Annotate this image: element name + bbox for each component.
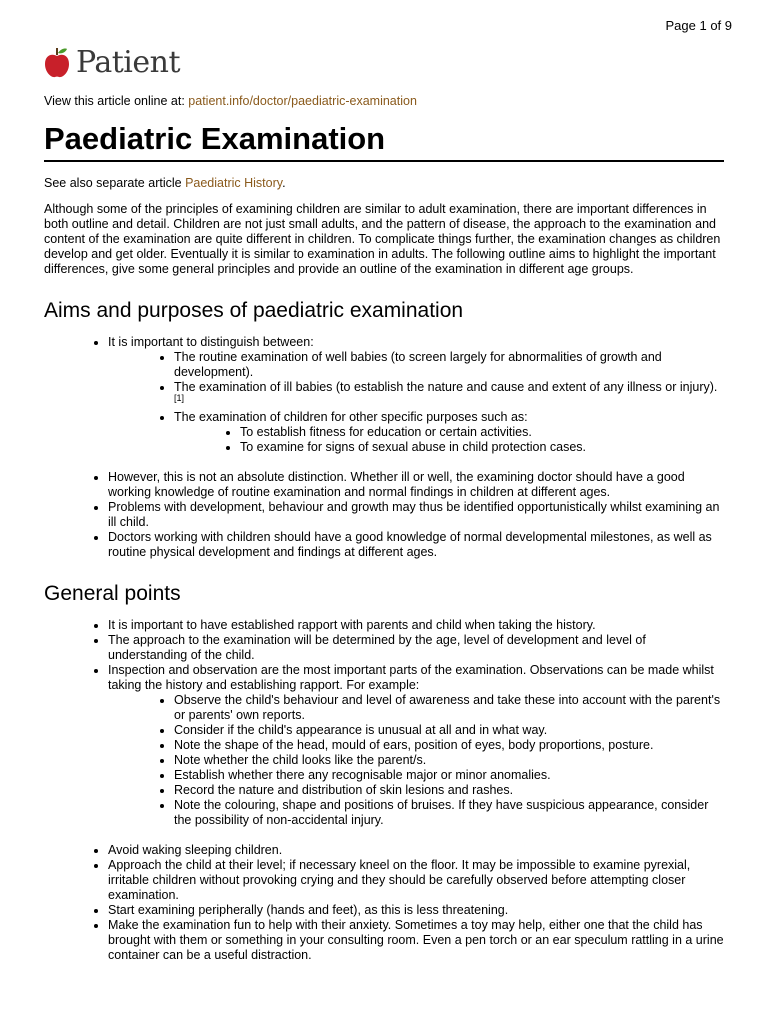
list-item: • Note the colouring, shape and positions of bruises. If they have suspicious appearance, consider the possibility of non-accidental injury. <box>174 798 726 828</box>
see-also <box>44 176 726 191</box>
list-item <box>108 335 726 470</box>
online-prefix: View this article online at: <box>44 94 189 108</box>
article-content <box>44 176 726 963</box>
list-item: • Approach the child at their level; if necessary kneel on the floor. It may be impossible to examine pyrexial, irritable children without provoking crying and they should be carefully observed before attempting closer examination. <box>108 858 726 903</box>
list-item-text: Inspection and observation are the most important parts of the examination. Observations can be made whilst taking the history and establishing rapport. For example: <box>108 663 714 692</box>
list-item-text: The examination of children for other specific purposes such as: <box>174 410 528 424</box>
aims-heading: Aims and purposes of paediatric examination <box>44 299 464 322</box>
general-sublist <box>108 693 726 828</box>
page-title: Paediatric Examination <box>44 121 386 156</box>
list-item: • However, this is not an absolute distinction. Whether ill or well, the examining doctor should have a good working knowledge of routine examination and normal findings in children at different ages. <box>108 470 726 500</box>
list-item: • Problems with development, behaviour and growth may thus be identified opportunistically whilst examining an ill child. <box>108 500 726 530</box>
apple-icon <box>44 45 70 79</box>
list-item <box>108 663 726 843</box>
aims-subsublist <box>174 425 726 455</box>
aims-sublist <box>108 350 726 455</box>
see-also-prefix: See also separate article <box>44 176 186 190</box>
list-item: • It is important to have established rapport with parents and child when taking the history. <box>108 618 726 633</box>
list-item: • The approach to the examination will be determined by the age, level of development and level of understanding of the child. <box>108 633 726 663</box>
general-list <box>44 618 726 963</box>
reference-link[interactable]: [1] <box>174 392 185 403</box>
list-item: • Make the examination fun to help with their anxiety. Sometimes a toy may help, either one that the child has brought with them or something in your consulting room. Even a pen torch or an ear speculum rattling in a urine container can be a useful distraction. <box>108 918 726 963</box>
see-also-suffix: . <box>282 176 286 190</box>
patient-logo[interactable] <box>44 42 180 82</box>
general-heading: General points <box>44 582 181 605</box>
list-item: • The routine examination of well babies (to screen largely for abnormalities of growth and development). <box>174 350 726 380</box>
list-item: • Start examining peripherally (hands and feet), as this is less threatening. <box>108 903 726 918</box>
title-block <box>44 120 724 162</box>
list-item: • Note the shape of the head, mould of ears, position of eyes, body proportions, posture. <box>174 738 726 753</box>
list-item <box>174 380 726 410</box>
list-item: • Consider if the child's appearance is unusual at all and in what way. <box>174 723 726 738</box>
list-item: • Note whether the child looks like the parent/s. <box>174 753 726 768</box>
list-item: • Record the nature and distribution of skin lesions and rashes. <box>174 783 726 798</box>
aims-list <box>44 335 726 560</box>
list-item: • Observe the child's behaviour and level of awareness and take these into account with the parent's or parents' own reports. <box>174 693 726 723</box>
list-item-text: The examination of ill babies (to establish the nature and cause and extent of any illness or injury). <box>174 380 718 394</box>
intro-paragraph: Although some of the principles of examining children are similar to adult examination, there are important differences in both outline and detail. Children are not just small adults, and the pattern of disease, the approach to the examination and content of the examination are quite different in children. To complicate things further, the examination changes as children develop and get older. Eventually it is similar to examination in adults. The following outline aims to highlight the important differences, give some general principles and provide an outline of the examination in different age groups. <box>44 202 721 276</box>
list-item <box>174 410 726 455</box>
list-item: • To examine for signs of sexual abuse in child protection cases. <box>240 440 726 455</box>
list-item: • To establish fitness for education or certain activities. <box>240 425 726 440</box>
list-item: • Avoid waking sleeping children. <box>108 843 726 858</box>
list-item: • Doctors working with children should have a good knowledge of normal developmental milestones, as well as routine physical development and findings at different ages. <box>108 530 726 560</box>
list-item: • Establish whether there any recognisable major or minor anomalies. <box>174 768 726 783</box>
article-url-link[interactable]: patient.info/doctor/paediatric-examination <box>188 94 417 108</box>
page-number: Page 1 of 9 <box>665 18 732 33</box>
list-item-text: It is important to distinguish between: <box>108 335 314 349</box>
paediatric-history-link[interactable]: Paediatric History <box>185 176 283 190</box>
logo-text: Patient <box>76 44 181 80</box>
online-link-line <box>44 94 417 108</box>
